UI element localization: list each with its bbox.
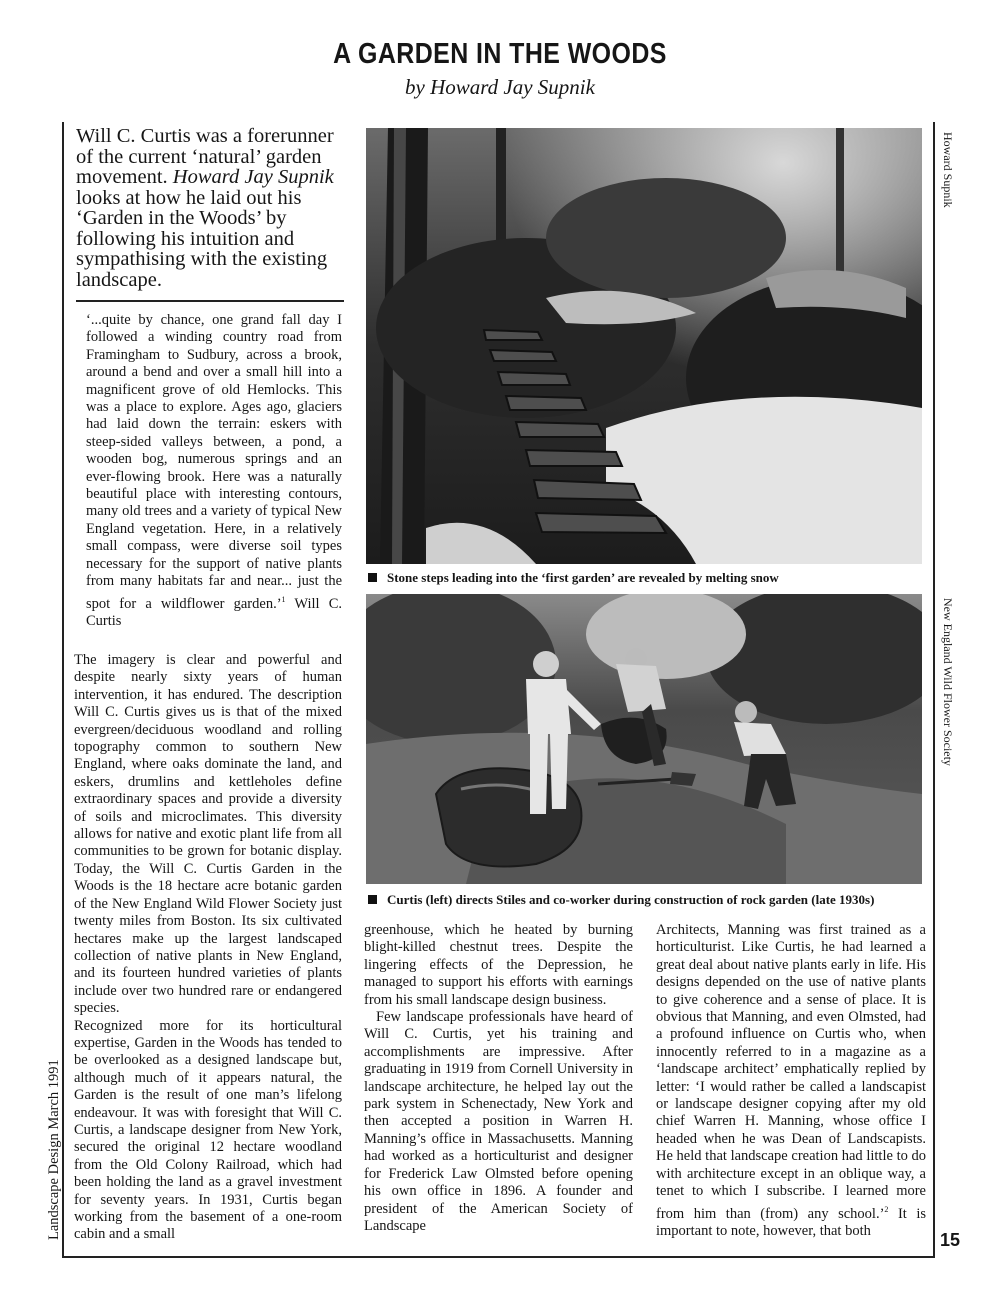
article-title: A GARDEN IN THE WOODS — [333, 38, 667, 70]
page-number: 15 — [940, 1230, 961, 1250]
opening-quote — [74, 312, 342, 630]
caption-bullet-icon — [368, 573, 377, 582]
body-column-middle — [364, 922, 633, 1235]
stone-steps-photo-image — [366, 128, 922, 564]
caption-text: Curtis (left) directs Stiles and co-worker during construction of rock garden (late 1930s) — [387, 892, 875, 907]
photo1-credit: Howard Supnik — [941, 132, 955, 208]
standfirst-rule — [76, 300, 344, 302]
rock-garden-construction-photo — [366, 594, 922, 884]
photo1-caption — [368, 570, 779, 586]
body-paragraph: Few landscape professionals have heard of Will C. Curtis, yet his training and accomplishments are impressive. After graduating in 1919 from Cornell University in landscape architecture, he helped lay out the park system in Schenectady, New York and then accepted a position in Warren H. Manning’s office in Massachusetts. Manning had worked as a horticulturist and designer for Frederick Law Olmsted before opening his own office in 1896. A founder and president of the American Society of Landscape — [364, 1009, 633, 1234]
photo2-credit: New England Wild Flower Society — [941, 598, 955, 766]
standfirst-text: Will C. Curtis was a forerunner of the current ‘natural’ garden movement. — [76, 125, 334, 188]
rock-garden-construction-photo-image — [366, 594, 922, 884]
quote-text: ‘...quite by chance, one grand fall day I followed a winding country road from Framingham to Sudbury, across a brook, around a bend and over a small hill into a magnificent grove of old Hemlocks. This was a place to explore. Ages ago, glaciers had laid down the terrain: eskers with steep-sided valleys between, a pond, a wooden bog, numerous springs and an ever-flowing brook. Here was a naturally beautiful place with interesting contours, many old trees and a variety of typical New England vegetation. Here, in a relatively small compass, were diverse soil types necessary for the support of native plants from many habitats far and near... just the spot for a wildflower garden.’ — [86, 312, 342, 612]
byline: by Howard Jay Supnik — [405, 75, 595, 99]
body-text: Architects, Manning was first trained as a horticulturist. Like Curtis, he had learned a great deal about native plants early in life. His designs depended on the use of native plants to give coherence and a sense of place. It is obvious that Manning, and even Olmsted, had a profound influence on Curtis who, when innocently referred to in a magazine as a ‘landscape architect’ emphatically replied by letter: ‘I would rather be called a landscapist or landscape designer copying after my old chief Warren H. Manning, whose office I headed when he was Dean of Landscapists. He held that landscape creation had little to do with architecture except in an oblique way, a tenet to which I subscribe. I learned more from him than (from) any school.’ — [656, 922, 926, 1222]
footnote-marker: 1 — [281, 594, 286, 604]
body-paragraph — [656, 922, 926, 1240]
caption-text: Stone steps leading into the ‘first garden’ are revealed by melting snow — [387, 570, 779, 585]
stone-steps-photo — [366, 128, 922, 564]
body-paragraph: greenhouse, which he heated by burning blight-killed chestnut trees. Despite the lingering effects of the Depression, he managed to support his efforts with earnings from his small landscape design business. — [364, 922, 633, 1008]
standfirst-text-end: looks at how he laid out his ‘Garden in the Woods’ by following his intuition and sympathising with the existing landscape. — [76, 186, 328, 291]
quote-attribution: Will C. Curtis — [86, 595, 342, 629]
standfirst — [76, 126, 344, 290]
body-column-left — [74, 652, 342, 1244]
issue-label: Landscape Design March 1991 — [46, 1059, 62, 1240]
standfirst-author: Howard Jay Supnik — [172, 166, 334, 188]
caption-bullet-icon — [368, 895, 377, 904]
body-paragraph: The imagery is clear and powerful and despite nearly sixty years of human intervention, it has endured. The description Will C. Curtis gives us is that of the mixed evergreen/deciduous woodland and rolling topography common to southern New England, where oaks dominate the land, and eskers, drumlins and kettleholes define extraordinary spaces and provide a diversity of soils and microclimates. This diversity allows for native and exotic plant life from all communities to be grown for botanic display. Today, the Will C. Curtis Garden in the Woods is the 18 hectare acre botanic garden of the New England Wild Flower Society just twenty miles from Boston. Its six cultivated hectares make up the largest landscaped collection of native plants in New England, and its fourteen hundred varieties of plants include over two hundred rare or endangered species. — [74, 652, 342, 1017]
frame-bottom-rule — [62, 1256, 935, 1258]
body-paragraph: Recognized more for its horticultural expertise, Garden in the Woods has tended to be overlooked as a designed landscape but, although much of it appears natural, the Garden is the result of one man’s lifelong endeavour. It was with foresight that Will C. Curtis, a landscape designer from New York, secured the original 12 hectare woodland from the Old Colony Railroad, which had been holding the land as a gravel investment for seventy years. In 1931, Curtis began working from the basement of a one-room cabin and a small — [74, 1017, 342, 1243]
photo2-caption — [368, 892, 874, 908]
body-column-right — [656, 922, 926, 1240]
footnote-marker: 2 — [884, 1204, 889, 1214]
body-text-end: It is important to note, however, that both — [656, 1205, 926, 1239]
frame-right-rule — [933, 122, 935, 1258]
